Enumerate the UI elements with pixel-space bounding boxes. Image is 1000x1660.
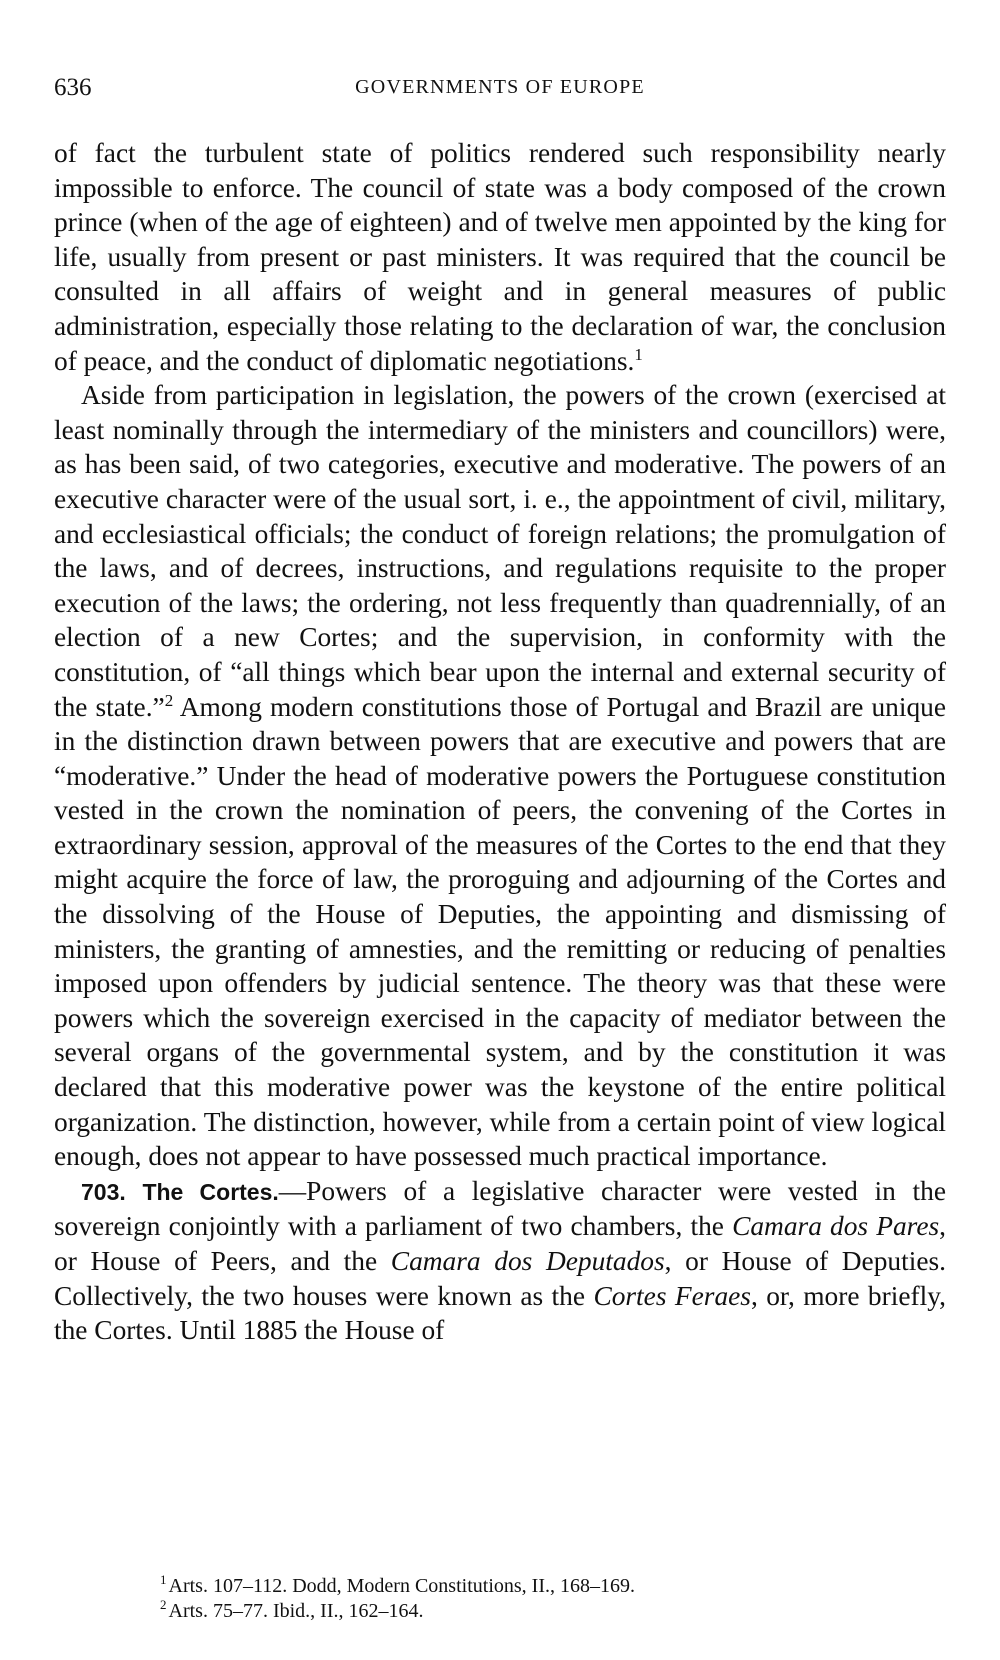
section-text: , or House of Deputies. Collectively, the two houses were known as the: [54, 1246, 946, 1311]
footnote-text: Arts. 107–112. Dodd, Modern Constitutions, II., 168–169.: [168, 1575, 635, 1597]
footnote: [160, 1574, 920, 1599]
paragraph-text: Aside from participation in legislation, the powers of the crown (exercised at least nominally through the intermediary of the ministers and councillors) were, as has been said, of two categories, executive and moderative. The powers of an executive character were of the usual sort, i. e., the appointment of civil, military, and ecclesiastical officials; the conduct of foreign relations; the promulgation of the laws, and of decrees, instructions, and regulations requisite to the proper execution of the laws; the ordering, not less frequently than quadrennially, of an election of a new Cortes; and the supervision, in conformity with the constitution, of “all things which bear upon the internal and external security of the state.”: [54, 380, 946, 722]
paragraph-powers-of-crown: [54, 378, 946, 1174]
section-text: Powers of a legislative character were vested in the sovereign conjointly with a parliament of two chambers, the: [54, 1175, 946, 1242]
body-text: [54, 136, 946, 1348]
paragraph-council-of-state: [54, 136, 946, 378]
page-number: 636: [54, 74, 92, 101]
footnote-reference: 1: [634, 344, 643, 364]
section-number: 703.: [81, 1178, 126, 1205]
italic-term: Camara dos Deputados: [390, 1246, 665, 1276]
page-header: [54, 74, 946, 108]
italic-term: Camara dos Pares: [732, 1211, 940, 1242]
section-dash: —: [278, 1175, 307, 1206]
footnotes: [160, 1574, 920, 1624]
footnote: [160, 1599, 920, 1624]
footnote-mark: 1: [160, 1572, 167, 1588]
footnote-text: Arts. 75–77. Ibid., II., 162–164.: [168, 1600, 424, 1622]
running-title: GOVERNMENTS OF EUROPE: [355, 76, 645, 98]
italic-term: Cortes Feraes: [593, 1280, 751, 1311]
section-text: , or, more briefly, the Cortes. Until 1885 the House of: [54, 1280, 946, 1346]
paragraph-text: of fact the turbulent state of politics rendered such responsibility nearly impossible to enforce. The council of state was a body composed of the crown prince (when of the age of eighteen) and of twelve men appointed by the king for life, usually from present or past ministers. It was required that the council be consulted in all affairs of weight and in general measures of public administration, especially those relating to the declaration of war, the conclusion of peace, and the conduct of diplomatic negotiations.: [54, 138, 946, 376]
paragraph-text-continued: Among modern constitutions those of Portugal and Brazil are unique in the distinction drawn between powers that are executive and powers that are “moderative.” Under the head of moderative powers the Portuguese constitution vested in the crown the nomination of peers, the convening of the Cortes in extraordinary session, approval of the measures of the Cortes to the end that they might acquire the force of law, the proroguing and adjourning of the Cortes and the dissolving of the House of Deputies, the appointing and dismissing of ministers, the granting of amnesties, and the remitting or reducing of penalties imposed upon offenders by judicial sentence. The theory was that these were powers which the sovereign exercised in the capacity of mediator between the several organs of the governmental system, and by the constitution it was declared that this moderative power was the keystone of the entire political organization. The distinction, however, while from a certain point of view logical enough, does not appear to have possessed much practical importance.: [54, 691, 946, 1172]
footnote-reference: 2: [164, 690, 174, 710]
section-title: The Cortes.: [142, 1178, 279, 1205]
section-the-cortes: [54, 1174, 946, 1348]
section-text: , or House of Peers, and the: [54, 1211, 946, 1276]
footnote-mark: 2: [160, 1597, 167, 1613]
